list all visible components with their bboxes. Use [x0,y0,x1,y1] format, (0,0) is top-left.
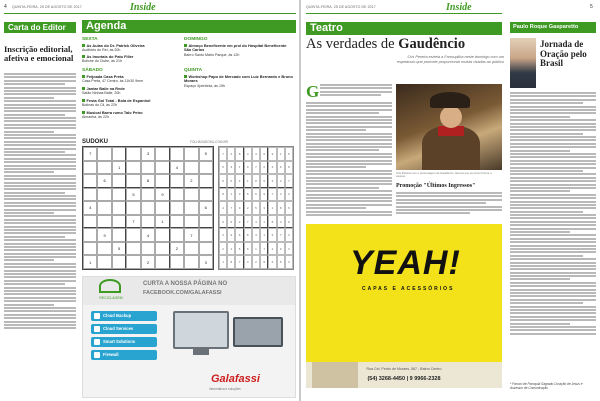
right-page [300,0,600,401]
sudoku-cell [170,215,184,229]
sudoku-answer-cell: 3 [227,161,235,175]
sudoku-answer-cell: 9 [268,147,276,161]
agenda-item: As Imortais do Pato Filler Boliche do Clube, às 21h [82,54,134,64]
sudoku-cell [141,215,155,229]
sudoku-cell: 1 [83,255,97,269]
sudoku-answer-cell: 5 [235,242,243,256]
masthead: Inside [446,2,472,13]
agenda-item: Almoço Beneficente em prol do Hospital Beneficente São Carlos Bairro Santo Mário Parque, às 12h [184,43,287,57]
sudoku-cell: 1 [112,161,126,175]
section-bar-editor [4,22,76,33]
sudoku-cell: 6 [97,174,111,188]
article-deck: Cris Pereira estreia a Farroupilha neste domingo com um espetáculo que promete proporcionar muitas risadas ao público [396,55,504,64]
sudoku-answer-cell: 9 [285,215,293,229]
sudoku-cell [199,215,213,229]
section-title: Carta do Editor [8,23,66,32]
sudoku-answer-cell: 8 [285,161,293,175]
sudoku-cell: 9 [155,188,169,202]
sudoku-cell [126,174,140,188]
sudoku-cell: 2 [184,174,198,188]
promo-text [396,192,502,222]
sudoku-cell: 2 [141,255,155,269]
sudoku-cell [170,228,184,242]
sudoku-answer-cell: 7 [268,188,276,202]
sudoku-answer-cell: 1 [277,147,285,161]
yeah-ad [306,224,502,388]
sudoku-answer-cell: 4 [235,174,243,188]
sudoku-cell [184,255,198,269]
sudoku-answer-cell: 5 [244,188,252,202]
sudoku-cell [141,161,155,175]
sudoku-answer-cell: 7 [244,215,252,229]
article-body-text [306,102,392,222]
sudoku-answer-cell: 6 [285,201,293,215]
galafassi-logo: Galafassi [211,373,260,385]
sudoku-answer-grid [218,146,294,270]
sudoku-cell [126,161,140,175]
sudoku-cell [155,255,169,269]
sudoku-answer-cell: 7 [277,228,285,242]
sudoku-answer-cell: 6 [277,161,285,175]
sudoku-answer-cell: 7 [219,147,227,161]
sudoku-answer-cell: 3 [235,188,243,202]
cloud-icon [94,326,100,332]
editor-body-text [4,73,76,398]
sudoku-cell [155,161,169,175]
sudoku-cell: 9 [97,228,111,242]
cloud-icon [94,313,100,319]
sudoku-answer-cell: 4 [252,215,260,229]
editor-headline: Inscrição editorial, afetiva e emocional [4,44,74,63]
agenda-item: Workshop Papo de Mercado com Luiz Bernardo e Bruno Moraes Espaço Xperiônia, às 19h [184,74,293,88]
sudoku-cell [141,188,155,202]
sudoku-cell [126,228,140,242]
sudoku-site: FOLHASUDOKU.COM.BR [190,140,228,144]
sudoku-answer-cell: 2 [235,215,243,229]
galafassi-subtitle: informática e soluções [209,387,241,391]
sudoku-answer-cell: 4 [252,228,260,242]
yeah-address: Rua Cel. Pedro de Moraes, 567 - Bairro Centro [366,367,442,371]
sudoku-cell [170,174,184,188]
column-body-text [510,92,596,380]
sudoku-cell: 3 [141,147,155,161]
sudoku-cell: 5 [199,147,213,161]
sudoku-cell [184,161,198,175]
sudoku-answer-cell: 3 [260,201,268,215]
page-number: 5 [590,4,593,10]
sudoku-cell [112,188,126,202]
banner-line-2: FACEBOOK.COM/GALAFASSI [143,290,222,296]
service-firewall: Firewall [91,350,157,360]
sudoku-answer-cell: 2 [285,188,293,202]
sudoku-cell [97,255,111,269]
sudoku-answer-cell: 2 [260,161,268,175]
sudoku-cell [155,201,169,215]
page-date: QUINTA-FEIRA, 25 DE AGOSTO DE 2017 [12,5,82,9]
sudoku-answer-cell: 2 [277,174,285,188]
reciclagem-label: RECICLAGEM [99,296,123,300]
article-photo [396,84,502,170]
sudoku-answer-cell: 5 [260,174,268,188]
sudoku-answer-cell: 4 [268,161,276,175]
sudoku-answer-cell: 2 [285,228,293,242]
sudoku-cell: 4 [141,228,155,242]
yeah-phones: (54) 3268-4450 | 9 9966-2328 [367,376,441,382]
sudoku-answer-cell: 1 [219,255,227,269]
sudoku-answer-cell: 1 [260,228,268,242]
section-title: Teatro [310,22,343,34]
service-smart-solutions: Smart Solutions [91,337,157,347]
sudoku-answer-cell: 7 [227,201,235,215]
sudoku-cell: 7 [126,215,140,229]
sudoku-answer-cell: 7 [235,255,243,269]
sudoku-cell: 2 [170,242,184,256]
agenda-item: Feijoada Casa Preta Casa Preta, 47 Centro, às 11h30 9mm [82,74,144,84]
sudoku-cell [155,228,169,242]
sudoku-answer-cell: 9 [219,174,227,188]
sudoku-answer-cell: 2 [244,201,252,215]
sudoku-answer-cell: 1 [227,188,235,202]
sudoku-cell: 8 [141,174,155,188]
column-title: Jornada de Oração pelo Brasil [540,39,587,69]
shield-icon [94,352,100,358]
sudoku-answer-cell: 9 [235,201,243,215]
sudoku-answer-cell: 2 [227,147,235,161]
sudoku-answer-cell: 3 [285,255,293,269]
gear-icon [94,339,100,345]
store-photo [312,362,358,388]
header-rule [306,13,502,14]
sudoku-answer-cell: 7 [260,242,268,256]
sudoku-cell [97,161,111,175]
sudoku-answer-cell: 4 [219,201,227,215]
sudoku-cell [199,161,213,175]
column-footnote: * Paroco de Paroquia Sagrado Coração de Jesus e Assessor de Comunicação [510,382,583,390]
sudoku-cell [97,242,111,256]
sudoku-answer-cell: 2 [252,255,260,269]
sudoku-cell [126,201,140,215]
sudoku-cell [112,215,126,229]
article-headline: As verdades de Gaudêncio [306,36,466,52]
drop-cap: G [306,82,320,101]
page-number: 4 [4,4,7,10]
sudoku-answer-cell: 9 [227,228,235,242]
sudoku-cell: 6 [199,201,213,215]
sudoku-cell [126,255,140,269]
sudoku-answer-cell: 1 [268,201,276,215]
sudoku-title: SUDOKU [82,139,109,145]
sudoku-answer-cell: 3 [268,174,276,188]
sudoku-cell [184,215,198,229]
sudoku-answer-cell: 9 [277,242,285,256]
sudoku-cell [83,161,97,175]
sudoku-answer-cell: 2 [219,242,227,256]
sudoku-cell: 1 [155,215,169,229]
sudoku-cell: 7 [184,228,198,242]
sudoku-answer-cell: 3 [277,215,285,229]
sudoku-cell [184,188,198,202]
sudoku-answer-cell: 5 [285,147,293,161]
sudoku-answer-cell: 5 [268,228,276,242]
photo-caption: Cris Pereira com o personagem de Gaudêncio, famoso por seu bom humor e causos. [396,171,492,179]
sudoku-answer-cell: 7 [252,161,260,175]
service-cloud-backup: Cloud Backup [91,311,157,321]
sudoku-cell: 3 [199,255,213,269]
sudoku-answer-cell: 5 [227,215,235,229]
agenda-day-domingo: DOMINGO [184,37,208,42]
agenda-day-sabado: SÁBADO [82,68,103,73]
sudoku-cell [112,228,126,242]
columnist-photo [510,38,536,88]
sudoku-cell [126,147,140,161]
sudoku-answer-cell: 9 [260,255,268,269]
sudoku-cell [155,147,169,161]
sudoku-answer-cell: 6 [268,255,276,269]
sudoku-cell [97,215,111,229]
desktop-computer-icon [173,311,229,349]
sudoku-cell [199,188,213,202]
sudoku-answer-cell: 1 [235,161,243,175]
sudoku-cell [170,255,184,269]
section-bar-agenda [82,20,296,33]
sudoku-answer-cell: 6 [227,174,235,188]
sudoku-answer-cell: 5 [219,161,227,175]
galafassi-ad [82,276,296,398]
page-date: QUINTA-FEIRA, 25 DE AGOSTO DE 2017 [306,5,376,9]
sudoku-answer-cell: 7 [285,174,293,188]
sudoku-cell [170,147,184,161]
sudoku-answer-cell: 8 [277,201,285,215]
sudoku-answer-cell: 9 [260,188,268,202]
sudoku-cell [97,147,111,161]
sudoku-grid [82,146,214,270]
sudoku-cell: 4 [83,201,97,215]
section-bar-teatro [306,22,502,35]
sudoku-answer-cell: 6 [260,147,268,161]
sudoku-answer-cell: 6 [235,228,243,242]
text-lines [4,73,76,329]
sudoku-cell: 4 [170,161,184,175]
sudoku-cell [97,201,111,215]
sudoku-cell [184,242,198,256]
sudoku-answer-cell: 5 [252,201,260,215]
sudoku-answer-cell: 9 [244,161,252,175]
sudoku-cell: 5 [112,242,126,256]
agenda-item: Musical Barra rumo Talo Petro Almanha, às 22h [82,110,143,120]
sudoku-cell [83,242,97,256]
agenda-day-quinta: QUINTA [184,68,203,73]
sudoku-cell [141,242,155,256]
sudoku-cell [112,201,126,215]
article-text-intro [320,84,392,100]
header-rule [4,13,296,14]
sudoku-answer-cell: 2 [268,242,276,256]
sudoku-cell [199,228,213,242]
sudoku-answer-cell: 8 [244,228,252,242]
sudoku-answer-cell: 1 [260,215,268,229]
sudoku-cell: 7 [83,147,97,161]
sudoku-cell [155,174,169,188]
yeah-logo: YEAH! [350,244,461,282]
agenda-item: Jantar Baile na Rede Salão Ninhas Baile, 20h [82,86,125,96]
agenda-day-sexta: SEXTA [82,37,98,42]
promo-title: Promoção "Últimos Ingressos" [396,183,476,189]
sudoku-answer-cell: 3 [219,228,227,242]
sudoku-cell: 5 [126,188,140,202]
sudoku-answer-cell: 8 [227,255,235,269]
sudoku-answer-cell: 8 [235,147,243,161]
sudoku-answer-cell: 6 [252,188,260,202]
sudoku-answer-cell: 1 [244,174,252,188]
sudoku-cell [112,147,126,161]
sudoku-cell [83,228,97,242]
yeah-tagline: CAPAS E ACESSÓRIOS [362,286,455,292]
sudoku-answer-cell: 6 [219,215,227,229]
sudoku-cell [155,242,169,256]
masthead: Inside [130,2,156,13]
sudoku-cell [83,188,97,202]
sudoku-answer-cell: 8 [268,215,276,229]
sudoku-answer-cell: 1 [252,242,260,256]
sudoku-answer-cell: 8 [219,188,227,202]
sudoku-cell [199,174,213,188]
sudoku-cell [112,174,126,188]
sudoku-cell [184,201,198,215]
agenda-item: As Aulas do Dr. Patrick Oliveira Auditório do Rei, às 20h [82,43,145,53]
sudoku-answer-cell: 4 [244,147,252,161]
sudoku-cell [83,174,97,188]
sudoku-cell [112,255,126,269]
banner-line-1: CURTA A NOSSA PÁGINA NO [143,281,228,287]
sudoku-answer-cell: 4 [277,188,285,202]
sudoku-cell [141,201,155,215]
service-cloud-services: Cloud Services [91,324,157,334]
sudoku-answer-cell: 5 [277,255,285,269]
sudoku-answer-cell: 6 [244,242,252,256]
section-title: Agenda [86,20,127,32]
laptop-icon [233,317,283,347]
columnist-name-bar: Paulo Roque Gasparetto [510,22,596,33]
sudoku-cell [199,242,213,256]
sudoku-answer-cell: 3 [252,147,260,161]
sudoku-cell [170,201,184,215]
sudoku-cell [184,147,198,161]
sudoku-cell [97,188,111,202]
sudoku-answer-cell: 3 [244,255,252,269]
sudoku-answer-cell: 3 [285,242,293,256]
sudoku-cell [126,242,140,256]
agenda-item: Festa Gol Total - Bola de Espanhol Botinas do Cli, às 22h [82,98,151,108]
sudoku-answer-cell: 8 [252,174,260,188]
sudoku-cell [83,215,97,229]
sudoku-answer-cell: 4 [227,242,235,256]
ad-banner [83,277,295,305]
sudoku-cell [170,188,184,202]
